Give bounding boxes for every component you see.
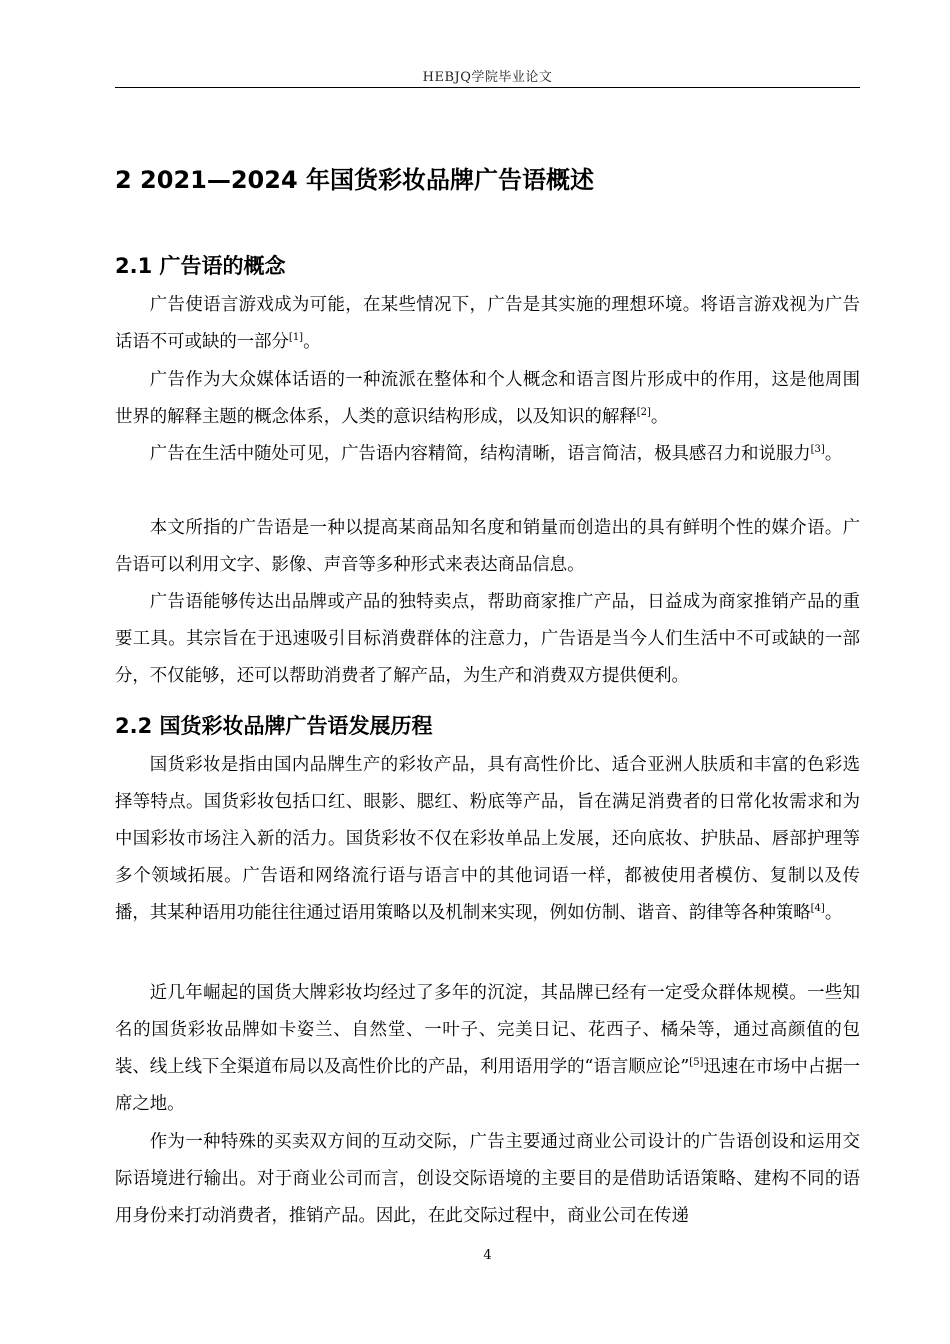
section-title-2-2: 2.2 国货彩妆品牌广告语发展历程 — [115, 714, 433, 738]
paragraph-text: 广告在生活中随处可见，广告语内容精简，结构清晰，语言简洁，极具感召力和说服力 — [149, 444, 811, 464]
citation-marker: [4] — [810, 903, 825, 915]
citation-marker: [5] — [689, 1057, 704, 1069]
citation-marker: [2] — [636, 407, 651, 419]
paragraph — [115, 287, 860, 361]
citation-marker: [3] — [810, 444, 825, 456]
paragraph-tail: 。 — [824, 444, 843, 464]
paragraph-text: 本文所指的广告语是一种以提高某商品知名度和销量而创造出的具有鲜明个性的媒介语。广告语可以利用文字、影像、声音等多种形式来表达商品信息。 — [115, 518, 860, 575]
paragraph — [115, 747, 860, 932]
paragraph-text: 广告语能够传达出品牌或产品的独特卖点，帮助商家推广产品，日益成为商家推销产品的重要工具。其宗旨在于迅速吸引目标消费群体的注意力，广告语是当今人们生活中不可或缺的一部分，不仅能够，还可以帮助消费者了解产品，为生产和消费双方提供便利。 — [115, 592, 860, 686]
paragraph — [115, 436, 860, 473]
paragraph-text: 近几年崛起的国货大牌彩妆均经过了多年的沉淀，其品牌已经有一定受众群体规模。一些知名的国货彩妆品牌如卡姿兰、自然堂、一叶子、完美日记、花西子、橘朵等，通过高颜值的包装、线上线下全渠道布局以及高性价比的产品，利用语用学的“语言顺应论” — [115, 983, 860, 1077]
paragraph-text: 作为一种特殊的买卖双方间的互动交际，广告主要通过商业公司设计的广告语创设和运用交际语境进行输出。对于商业公司而言，创设交际语境的主要目的是借助话语策略、建构不同的语用身份来打动消费者，推销产品。因此，在此交际过程中，商业公司在传递 — [115, 1132, 860, 1226]
paragraph — [115, 1124, 860, 1235]
paragraph-text: 广告作为大众媒体话语的一种流派在整体和个人概念和语言图片形成中的作用，这是他周围世界的解释主题的概念体系，人类的意识结构形成，以及知识的解释 — [115, 370, 860, 427]
page-number: 4 — [483, 1248, 492, 1263]
running-header: HEBJQ学院毕业论文 — [422, 70, 553, 85]
header-rule — [115, 87, 860, 88]
paragraph-text: 国货彩妆是指由国内品牌生产的彩妆产品，具有高性价比、适合亚洲人肤质和丰富的色彩选择等特点。国货彩妆包括口红、眼影、腮红、粉底等产品，旨在满足消费者的日常化妆需求和为中国彩妆市场注入新的活力。国货彩妆不仅在彩妆单品上发展，还向底妆、护肤品、唇部护理等多个领域拓展。广告语和网络流行语与语言中的其他词语一样，都被使用者模仿、复制以及传播，其某种语用功能往往通过语用策略以及机制来实现，例如仿制、谐音、韵律等各种策略 — [115, 755, 860, 923]
paragraph-tail: 。 — [650, 407, 669, 427]
citation-marker: [1] — [288, 332, 304, 344]
paragraph-text: 广告使语言游戏成为可能，在某些情况下，广告是其实施的理想环境。将语言游戏视为广告话语不可或缺的一部分 — [115, 295, 860, 352]
paragraph — [115, 975, 860, 1123]
section-title-2-1: 2.1 广告语的概念 — [115, 254, 286, 278]
chapter-title: 2 2021—2024 年国货彩妆品牌广告语概述 — [115, 166, 595, 194]
paragraph-tail: 。 — [303, 332, 321, 352]
paragraph — [115, 584, 860, 695]
paragraph-tail: 迅速在市场中占据一席之地。 — [115, 1057, 860, 1114]
paragraph-tail: 。 — [824, 903, 843, 923]
paragraph — [115, 510, 860, 584]
paragraph — [115, 362, 860, 436]
